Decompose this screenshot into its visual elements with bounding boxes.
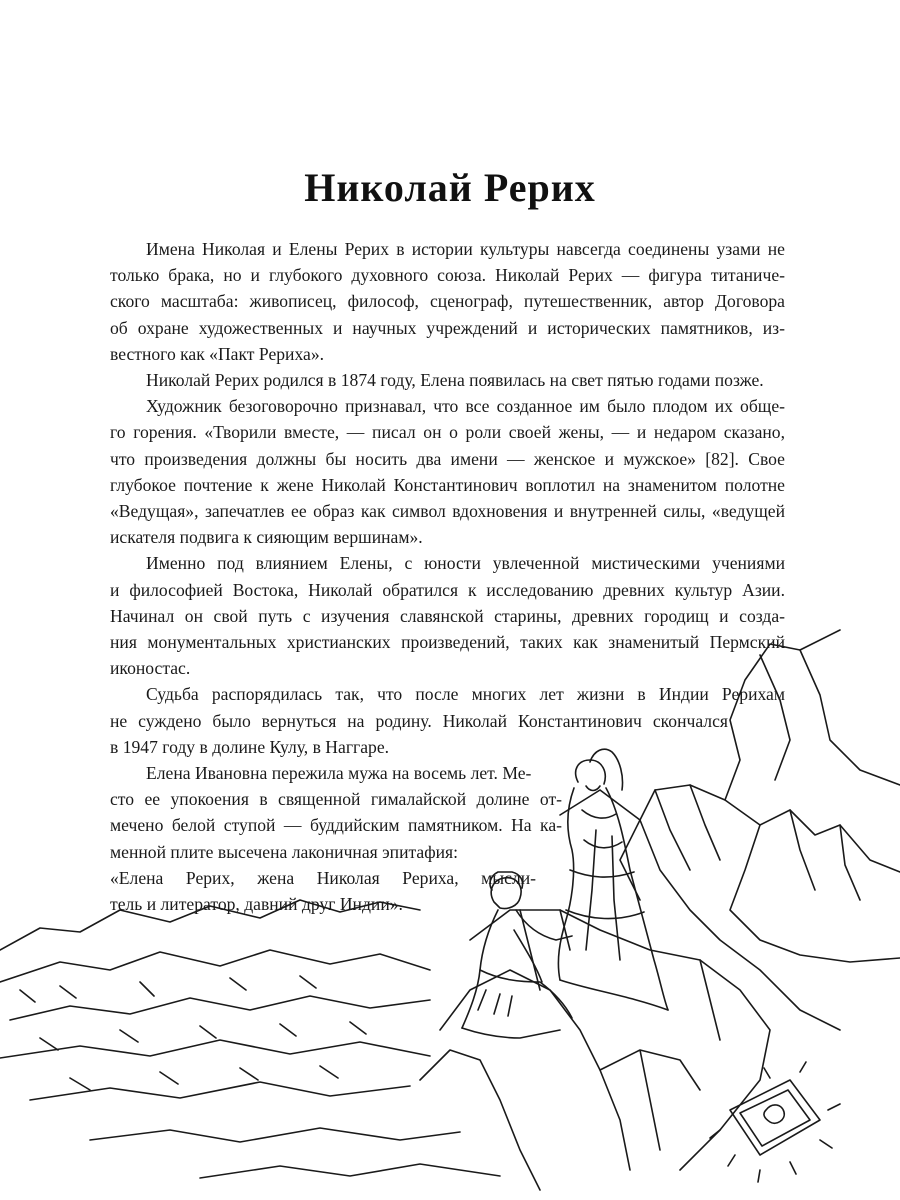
text-line: в 1947 году в долине Кулу, в Наггаре. [110,736,390,757]
text-line: «Ведущая», запечатлев ее образ как символ вдохновения и внутренней силы, «ведущей [110,501,785,522]
text-line: вестного как «Пакт Рериха». [110,343,325,364]
text-line: Начинал он свой путь с изучения славянской старины, древних городищ и созда- [110,605,785,626]
text-line: мечено белой ступой — буддийским памятником. На ка- [110,815,562,836]
text-line: ского масштаба: живописец, философ, сценограф, путешественник, автор Договора [110,291,785,312]
text-line: и философией Востока, Николай обратился к исследованию древних культур Азии. [110,579,785,600]
text-line: менной плите высечена лаконичная эпитафия: [110,841,459,862]
text-line: ния монументальных христианских произведений, таких как знаменитый Пермский [110,632,785,653]
article-body [110,236,785,917]
paragraph-4 [110,550,785,681]
paragraph-3 [110,393,785,550]
text-line: Художник безоговорочно признавал, что все созданное им было плодом их обще- [146,396,785,417]
paragraph-6 [110,760,785,917]
text-line: Судьба распорядилась так, что после многих лет жизни в Индии Рерихам [146,684,785,705]
paragraph-1 [110,236,785,367]
text-line: Елена Ивановна пережила мужа на восемь лет. Ме- [146,763,532,784]
text-line: Николай Рерих родился в 1874 году, Елена появилась на свет пятью годами позже. [146,370,764,391]
page-title: Николай Рерих [304,165,596,210]
text-line: го горения. «Творили вместе, — писал он о роли своей жены, — и недаром сказано, [110,422,785,443]
text-line: только брака, но и глубокого духовного союза. Николай Рерих — фигура титаниче- [110,265,785,286]
text-line: Имена Николая и Елены Рерих в истории культуры навсегда соединены узами не [146,239,785,259]
paragraph-2 [110,367,785,393]
text-line: Именно под влиянием Елены, с юности увлеченной мистическими учениями [146,553,785,574]
text-line: об охране художественных и научных учреждений и исторических памятников, из- [110,317,785,338]
text-line: глубокое почтение к жене Николай Константинович воплотил на знаменитом полотне [110,474,785,495]
text-line: «Елена Рерих, жена Николая Рериха, мысли- [110,867,536,888]
text-line: не суждено было вернуться на родину. Николай Константинович скончался [110,710,728,731]
text-line: сто ее упокоения в священной гималайской долине от- [110,789,562,810]
paragraph-5 [110,681,785,760]
text-line: иконостас. [110,658,191,679]
text-line: искателя подвига к сияющим вершинам». [110,527,423,548]
text-line: тель и литератор, давний друг Индии». [110,894,403,915]
text-line: что произведения должны бы носить два имени — женское и мужское» [82]. Свое [110,448,785,469]
